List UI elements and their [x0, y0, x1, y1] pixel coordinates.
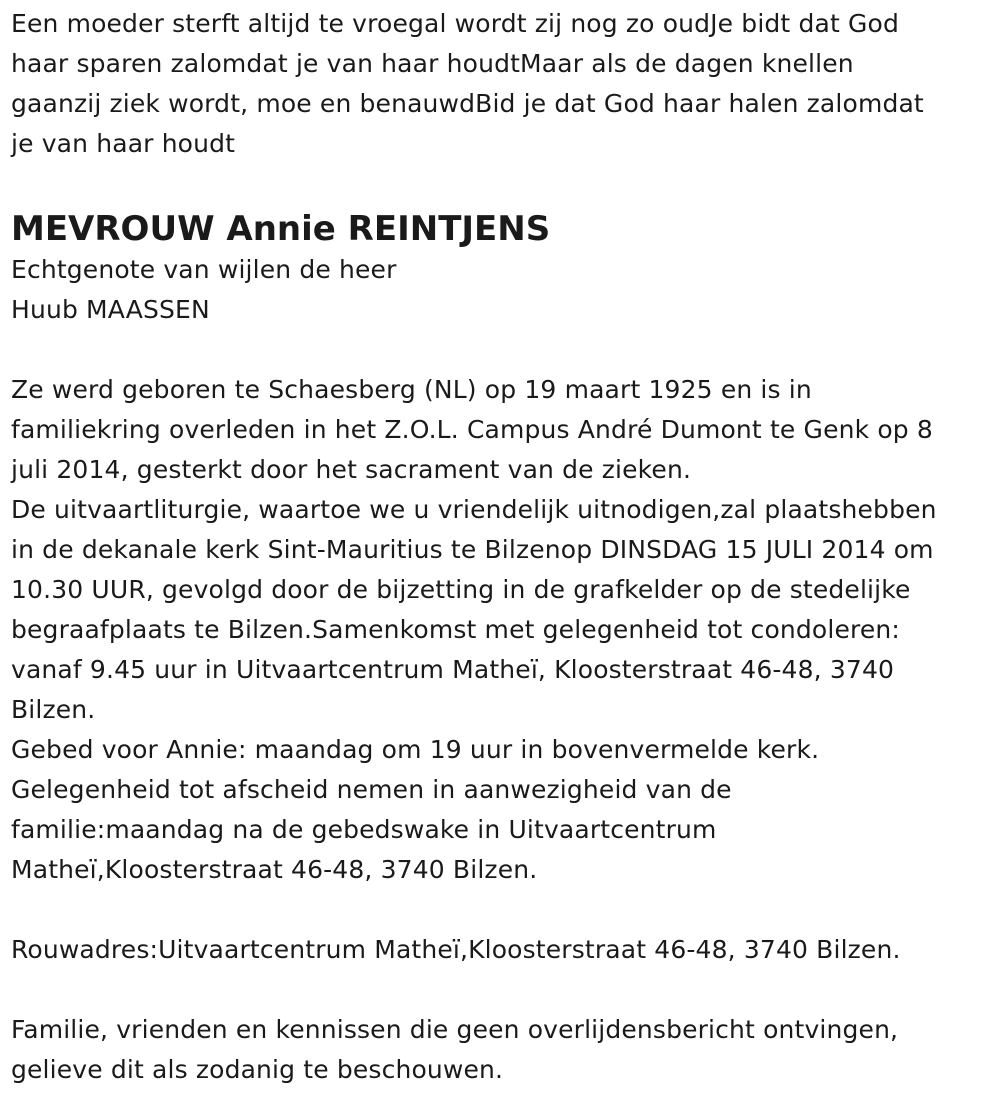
poem-paragraph: [11, 4, 996, 164]
spacer: [11, 970, 996, 1010]
announcement-line: Matheï,Kloosterstraat 46-48, 3740 Bilzen.: [11, 855, 538, 884]
closing-line: Familie, vrienden en kennissen die geen overlijdensbericht ontvingen,: [11, 1015, 899, 1044]
announcement-line: Bilzen.: [11, 695, 96, 724]
announcement-line: Gebed voor Annie: maandag om 19 uur in bovenvermelde kerk.: [11, 735, 820, 764]
announcement-line: vanaf 9.45 uur in Uitvaartcentrum Matheï, Kloosterstraat 46-48, 3740: [11, 655, 895, 684]
spacer: [11, 890, 996, 930]
announcement-line: juli 2014, gesterkt door het sacrament van de zieken.: [11, 455, 692, 484]
spouse-line: Echtgenote van wijlen de heer: [11, 255, 397, 284]
poem-line: gaanzij ziek wordt, moe en benauwdBid je dat God haar halen zalomdat: [11, 89, 924, 118]
announcement-line: familie:maandag na de gebedswake in Uitvaartcentrum: [11, 815, 717, 844]
deceased-name-heading: MEVROUW Annie REINTJENS: [11, 209, 551, 249]
poem-line: haar sparen zalomdat je van haar houdtMaar als de dagen knellen: [11, 49, 854, 78]
announcement-line: Ze werd geboren te Schaesberg (NL) op 19 maart 1925 en is in: [11, 375, 812, 404]
announcement-line: familiekring overleden in het Z.O.L. Campus André Dumont te Genk op 8: [11, 415, 933, 444]
announcement-line: 10.30 UUR, gevolgd door de bijzetting in de grafkelder op de stedelijke: [11, 575, 911, 604]
poem-line: Een moeder sterft altijd te vroegal wordt zij nog zo oudJe bidt dat God: [11, 9, 900, 38]
spouse-name: Huub MAASSEN: [11, 295, 210, 324]
closing-line: gelieve dit als zodanig te beschouwen.: [11, 1055, 504, 1084]
announcement-line: De uitvaartliturgie, waartoe we u vriendelijk uitnodigen,zal plaatshebben: [11, 495, 937, 524]
poem-line: je van haar houdt: [11, 129, 236, 158]
announcement-line: Gelegenheid tot afscheid nemen in aanwezigheid van de: [11, 775, 732, 804]
mourning-address: [11, 930, 996, 970]
announcement-line: in de dekanale kerk Sint-Mauritius te Bilzenop DINSDAG 15 JULI 2014 om: [11, 535, 934, 564]
announcement-paragraph: [11, 370, 996, 890]
closing-paragraph: [11, 1010, 996, 1090]
obituary-document: [11, 4, 996, 1090]
announcement-line: begraafplaats te Bilzen.Samenkomst met gelegenheid tot condoleren:: [11, 615, 900, 644]
spacer: [11, 330, 996, 370]
spouse-info: [11, 250, 996, 330]
mourning-address-line: Rouwadres:Uitvaartcentrum Matheï,Kloosterstraat 46-48, 3740 Bilzen.: [11, 935, 901, 964]
spacer: [11, 164, 996, 204]
